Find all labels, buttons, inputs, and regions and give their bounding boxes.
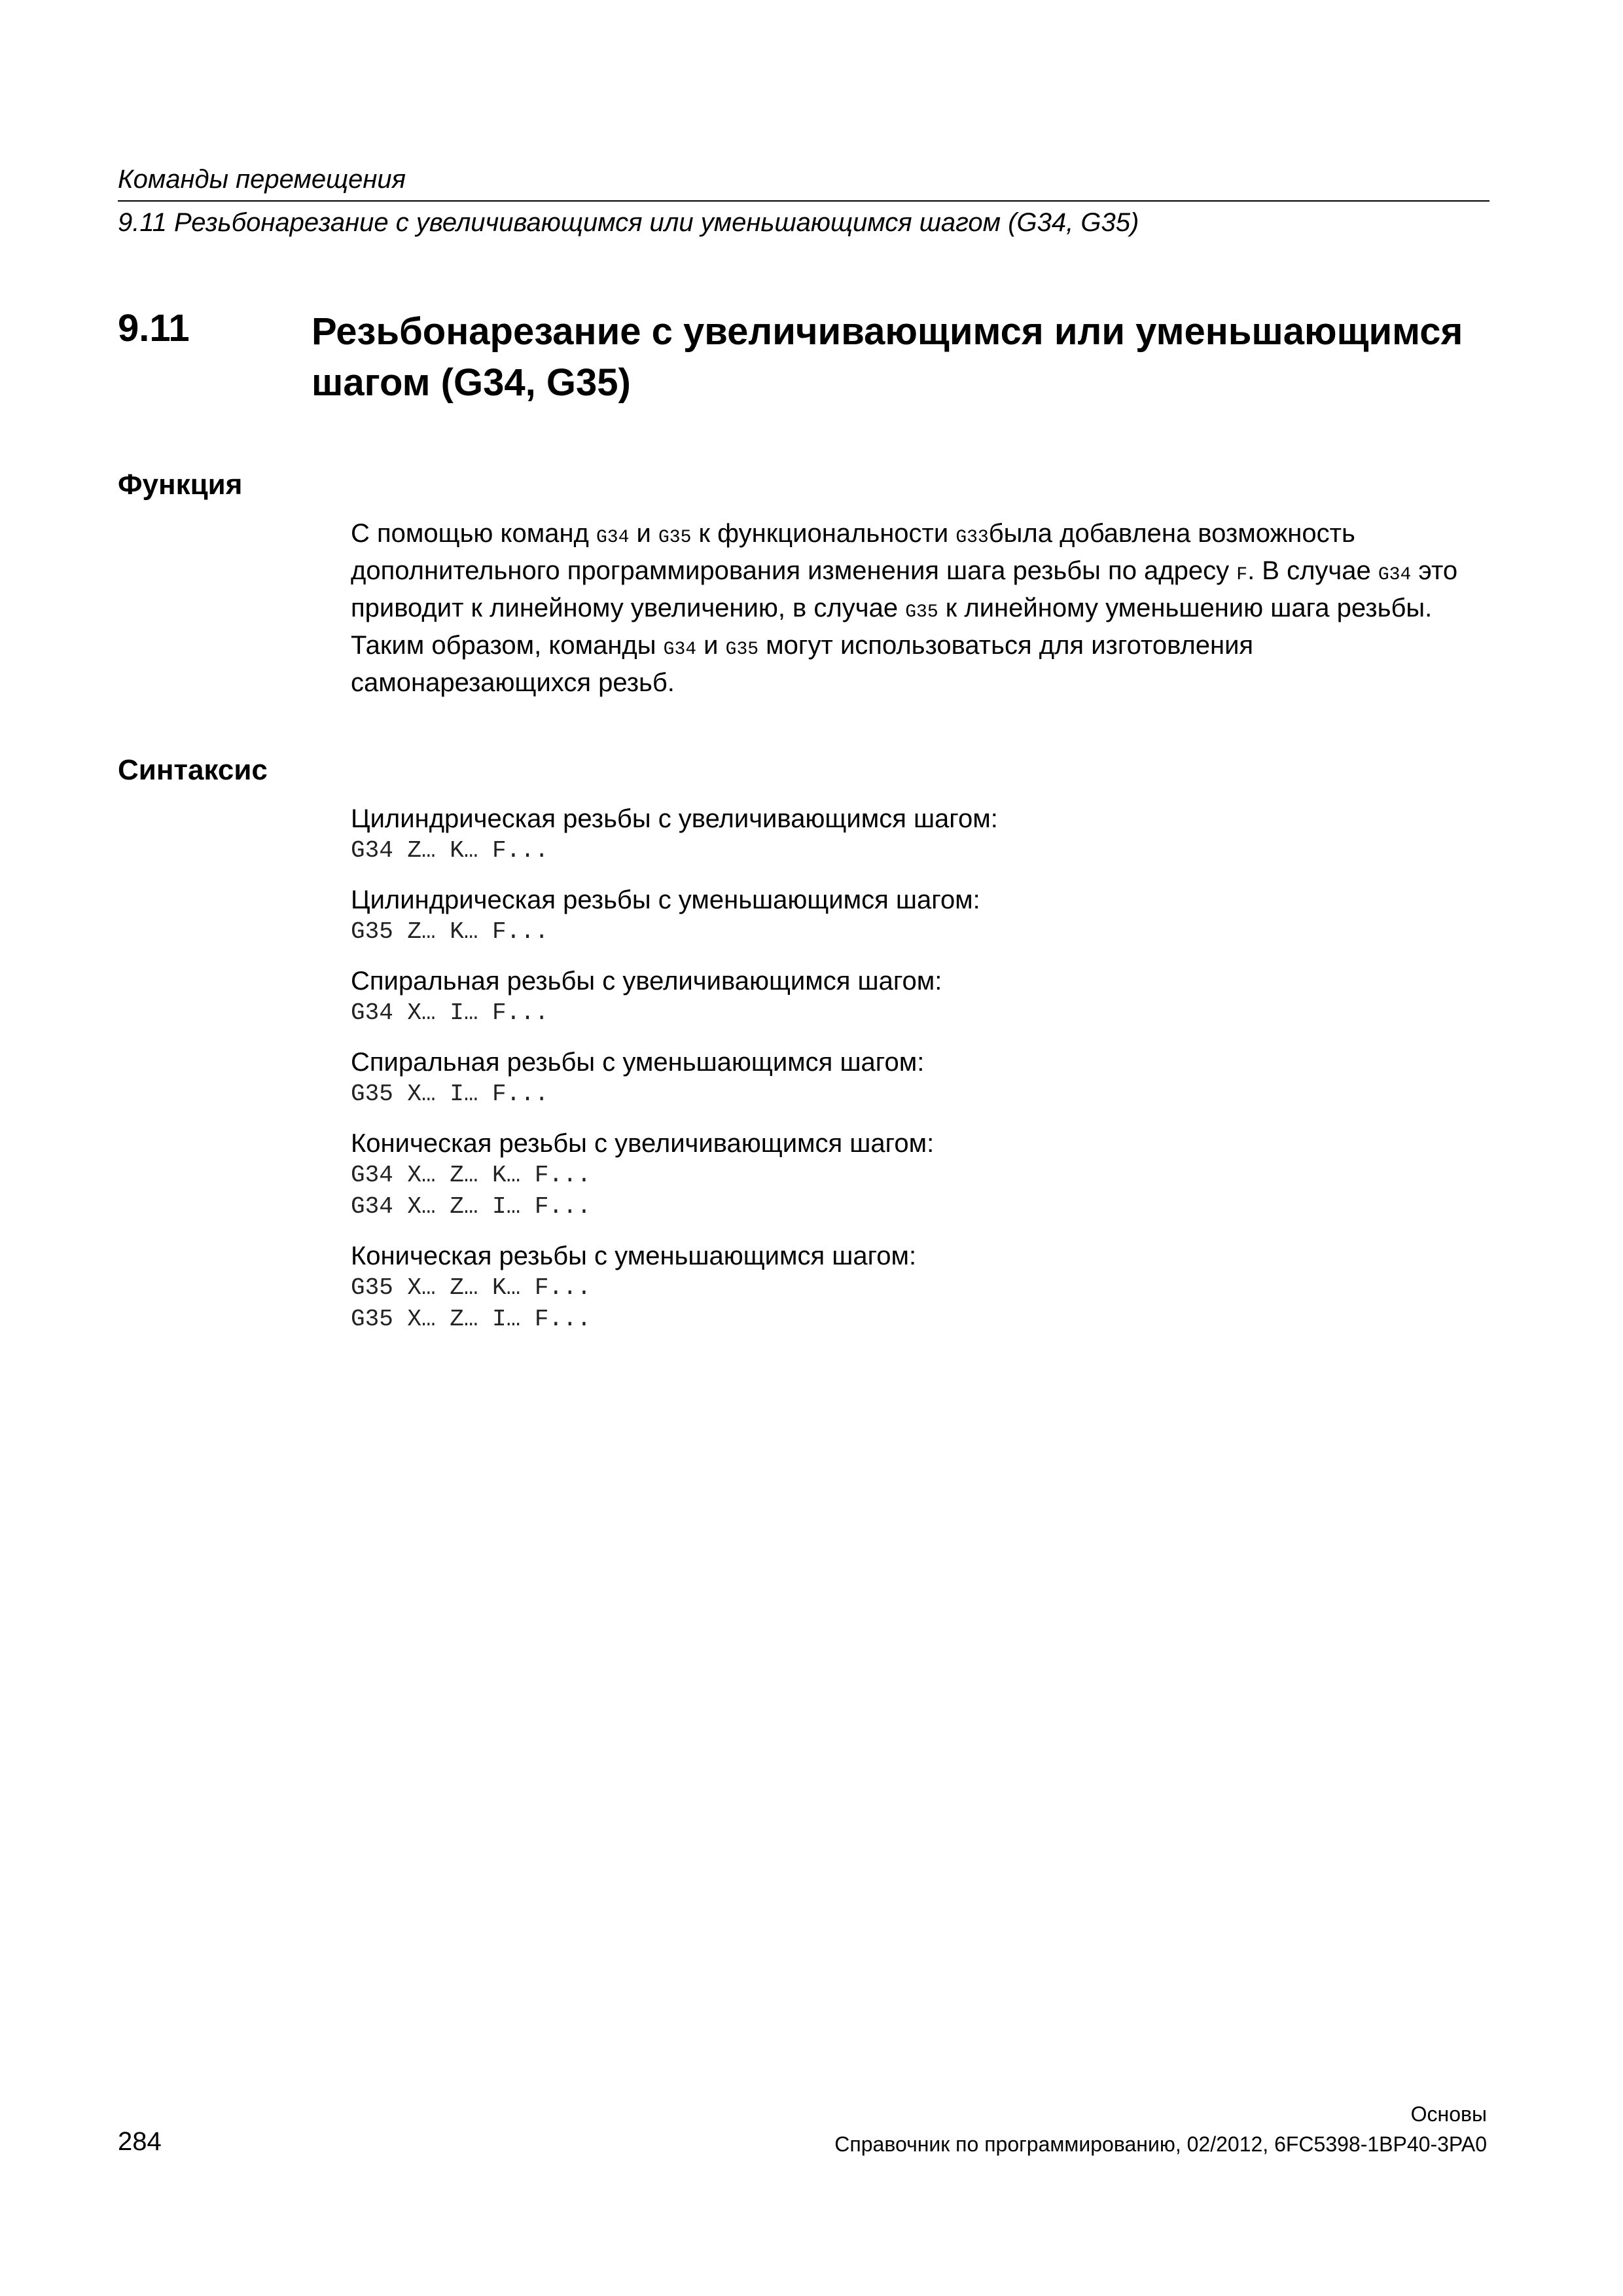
footer-manual-info: Справочник по программированию, 02/2012, 6FC5398-1BP40-3PA0: [834, 2132, 1487, 2156]
text-run: и: [629, 519, 658, 548]
syntax-label: Коническая резьбы с увеличивающимся шагом:: [351, 1129, 935, 1158]
code-f: F: [1236, 565, 1248, 585]
syntax-code-line: G35 X… Z… K… F...: [351, 1274, 592, 1301]
syntax-label: Цилиндрическая резьбы с уменьшающимся шагом:: [351, 886, 980, 914]
syntax-group: [351, 1240, 1489, 1335]
syntax-code-line: G35 Z… K… F...: [351, 918, 549, 945]
text-run: была добавлена возможность дополнительного программирования изменения шага резьбы по адресу: [351, 519, 1355, 585]
code-g34: G34: [596, 528, 630, 548]
text-run: к линейному уменьшению шага резьбы. Таким образом, команды: [351, 594, 1433, 660]
header-rule: [118, 200, 1489, 202]
code-g34: G34: [663, 639, 697, 660]
code-g33: G33: [955, 528, 989, 548]
syntax-label: Коническая резьбы с уменьшающимся шагом:: [351, 1242, 917, 1270]
running-header-section: 9.11 Резьбонарезание с увеличивающимся или уменьшающимся шагом (G34, G35): [118, 208, 1139, 237]
code-g34: G34: [1378, 565, 1412, 585]
syntax-code-line: G35 X… Z… I… F...: [351, 1306, 592, 1333]
running-header-chapter: Команды перемещения: [118, 165, 406, 194]
text-run: к функциональности: [691, 519, 956, 548]
syntax-group: [351, 965, 1489, 1029]
section-title: Резьбонарезание с увеличивающимся или уменьшающимся шагом (G34, G35): [312, 310, 1463, 404]
syntax-label: Спиральная резьбы с уменьшающимся шагом:: [351, 1048, 925, 1077]
syntax-group: [351, 884, 1489, 948]
syntax-label: Цилиндрическая резьбы с увеличивающимся шагом:: [351, 804, 998, 833]
syntax-code-line: G34 Z… K… F...: [351, 837, 549, 864]
section-number: 9.11: [118, 307, 190, 350]
syntax-group: [351, 1127, 1489, 1223]
syntax-code-line: G34 X… Z… I… F...: [351, 1193, 592, 1220]
footer-book-title: Основы: [1410, 2102, 1487, 2126]
syntax-code-line: G35 X… I… F...: [351, 1081, 549, 1107]
text-run: С помощью команд: [351, 519, 596, 548]
text-run: могут использоваться для изготовления самонарезающихся резьб.: [351, 631, 1254, 697]
function-paragraph: [351, 517, 1489, 699]
syntax-group: [351, 802, 1489, 867]
function-heading: Функция: [118, 469, 243, 501]
syntax-label: Спиральная резьбы с увеличивающимся шагом:: [351, 967, 942, 996]
code-g35: G35: [725, 639, 759, 660]
code-g35: G35: [905, 602, 938, 622]
syntax-code-line: G34 X… I… F...: [351, 999, 549, 1026]
page-number: 284: [118, 2127, 162, 2156]
text-run: это приводит к линейному увеличению, в случае: [351, 556, 1458, 622]
code-g35: G35: [658, 528, 692, 548]
text-run: и: [696, 631, 726, 660]
syntax-group: [351, 1046, 1489, 1110]
syntax-code-line: G34 X… Z… K… F...: [351, 1162, 592, 1189]
text-run: . В случае: [1247, 556, 1378, 585]
syntax-heading: Синтаксис: [118, 754, 268, 786]
